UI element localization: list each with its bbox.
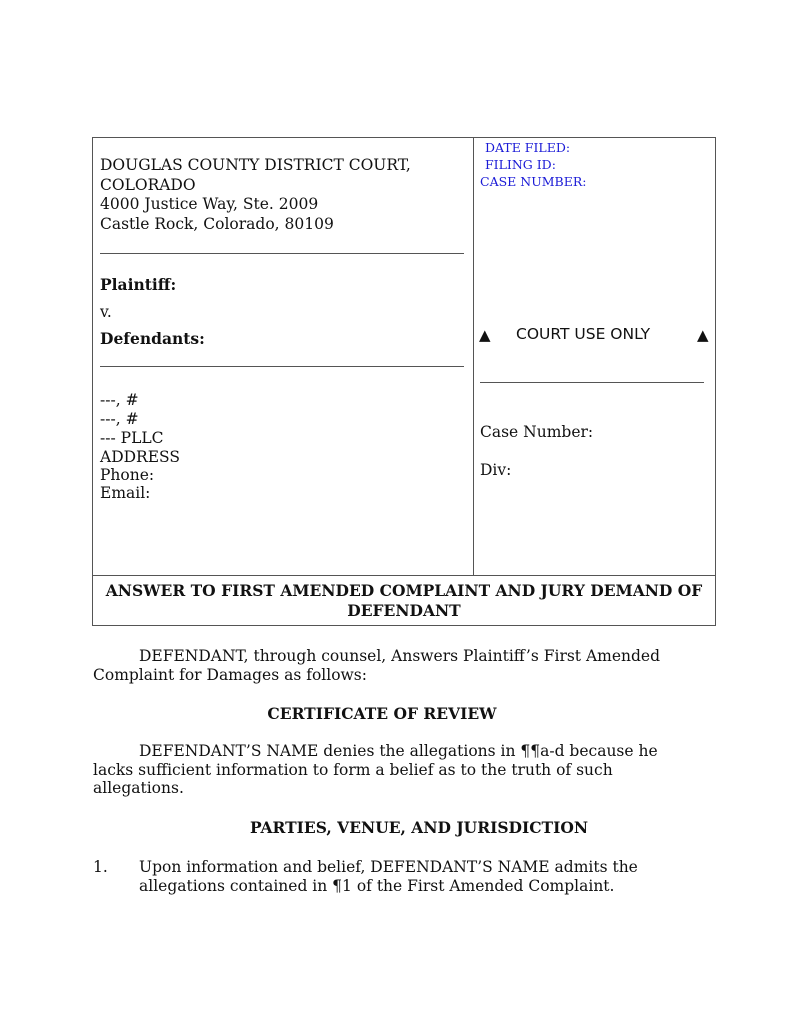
versus-label: v. xyxy=(100,303,112,321)
caption-vertical-divider xyxy=(473,138,474,575)
caption-horizontal-divider xyxy=(93,575,715,576)
counsel-info xyxy=(100,391,180,502)
triangle-up-icon: ▲ xyxy=(479,326,491,344)
triangle-up-icon: ▲ xyxy=(697,326,709,344)
case-number-stamp: CASE NUMBER: xyxy=(480,174,587,189)
intro-paragraph: DEFENDANT, through counsel, Answers Plaintiff’s First Amended Complaint for Damages as follows: xyxy=(93,647,661,684)
date-filed-stamp: DATE FILED: xyxy=(485,140,571,155)
document-title xyxy=(93,581,715,621)
paragraph-text: Upon information and belief, DEFENDANT’S NAME admits the allegations contained in ¶1 of the First Amended Complaint. xyxy=(139,858,638,895)
filing-id-stamp: FILING ID: xyxy=(485,157,556,172)
section-heading: PARTIES, VENUE, AND JURISDICTION xyxy=(249,818,589,837)
division-label: Div: xyxy=(480,461,512,479)
court-name: DOUGLAS COUNTY DISTRICT COURT, xyxy=(100,156,411,174)
court-address: 4000 Justice Way, Ste. 2009 xyxy=(100,195,319,213)
court-info xyxy=(100,156,411,234)
counsel-line: ---, # xyxy=(100,391,139,409)
document-title-line: DEFENDANT xyxy=(347,601,461,620)
counsel-phone: Phone: xyxy=(100,466,155,484)
caption-rule xyxy=(100,366,464,367)
paragraph-number: 1. xyxy=(93,858,108,876)
counsel-address: ADDRESS xyxy=(100,448,180,466)
defendants-label: Defendants: xyxy=(100,329,205,348)
court-state: COLORADO xyxy=(100,175,196,194)
caption-rule xyxy=(100,253,464,254)
court-city: Castle Rock, Colorado, 80109 xyxy=(100,214,334,233)
case-number-label: Case Number: xyxy=(480,423,594,441)
certificate-paragraph: DEFENDANT’S NAME denies the allegations in ¶¶a-d because he lacks sufficient information to form a belief as to the truth of such allegations. xyxy=(93,742,658,797)
court-use-label: COURT USE ONLY xyxy=(516,325,651,343)
caption-rule xyxy=(480,382,704,383)
plaintiff-label: Plaintiff: xyxy=(100,275,177,294)
counsel-firm: --- PLLC xyxy=(100,429,164,447)
counsel-email: Email: xyxy=(100,484,151,502)
document-title-line: ANSWER TO FIRST AMENDED COMPLAINT AND JURY DEMAND OF xyxy=(105,581,703,600)
section-heading: CERTIFICATE OF REVIEW xyxy=(267,704,497,723)
case-caption-box xyxy=(92,137,716,626)
counsel-line: ---, # xyxy=(100,410,139,428)
